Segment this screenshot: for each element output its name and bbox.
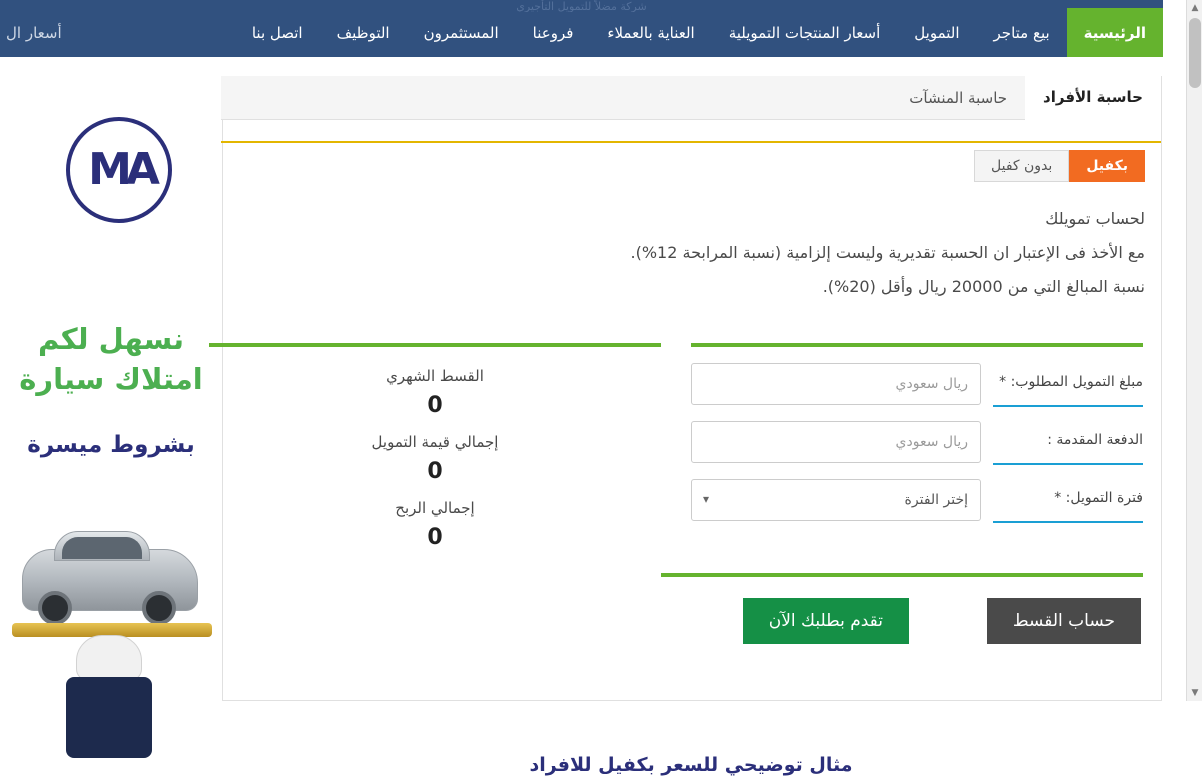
- calculator-tabs: [221, 76, 1161, 120]
- scroll-down-arrow-icon[interactable]: ▼: [1187, 685, 1202, 701]
- financing-form: [691, 363, 1143, 537]
- label-total-financing: إجمالي قيمة التمويل: [371, 433, 499, 451]
- slogan-line-1: نسهل لكم: [37, 322, 185, 356]
- tab-companies[interactable]: حاسبة المنشآت: [909, 88, 1008, 107]
- select-financing-period[interactable]: [691, 479, 981, 521]
- value-monthly-installment: 0: [427, 393, 443, 418]
- results-top-divider: [209, 343, 661, 347]
- nav-item-branches[interactable]: فروعنا: [532, 23, 574, 42]
- label-financing-amount: مبلغ التمويل المطلوب: *: [993, 363, 1143, 407]
- nav-item-customer-care[interactable]: العناية بالعملاء: [607, 23, 695, 42]
- scrollbar-thumb[interactable]: [1189, 18, 1201, 88]
- car-illustration: [6, 527, 216, 758]
- calculator-card: [222, 76, 1162, 776]
- nav-item-home[interactable]: الرئيسية: [1067, 8, 1163, 57]
- form-row-downpayment: [691, 421, 1143, 465]
- nav-item-trailing[interactable]: أسعار ال: [6, 23, 62, 42]
- slogan-line-3: بشروط ميسرة: [27, 432, 195, 458]
- toggle-with-guarantor[interactable]: بكفيل: [1069, 150, 1145, 182]
- nav-item-product-prices[interactable]: أسعار المنتجات التمويلية: [728, 23, 881, 42]
- calculate-installment-button[interactable]: حساب القسط: [987, 598, 1141, 644]
- nav-ghost-text: شركة مضلاً للتمويل التأجيري: [516, 0, 647, 12]
- page-scrollbar[interactable]: [1186, 0, 1202, 701]
- form-bottom-divider: [661, 573, 1143, 577]
- results-panel: [209, 363, 661, 561]
- footnote-text: مثال توضيحي للسعر بكفيل للافراد: [529, 754, 853, 776]
- brand-sidebar: [0, 57, 222, 701]
- form-top-divider: [691, 343, 1143, 347]
- nav-item-contact[interactable]: اتصل بنا: [251, 23, 303, 42]
- nav-item-investors[interactable]: المستثمرون: [423, 23, 499, 42]
- control-financing-period: [691, 479, 993, 521]
- input-downpayment[interactable]: [691, 421, 981, 463]
- input-financing-amount[interactable]: [691, 363, 981, 405]
- top-navigation: [0, 0, 1163, 57]
- logo-monogram: MA: [88, 144, 154, 195]
- label-total-profit: إجمالي الربح: [395, 499, 475, 517]
- gold-divider: [221, 141, 1161, 143]
- tab-individuals[interactable]: حاسبة الأفراد: [1025, 76, 1161, 120]
- label-monthly-installment: القسط الشهري: [386, 367, 484, 385]
- control-downpayment: [691, 421, 993, 463]
- control-financing-amount: [691, 363, 993, 405]
- nav-item-list: [0, 8, 1163, 57]
- guarantor-toggle-group: [974, 150, 1145, 182]
- nav-item-finance[interactable]: التمويل: [914, 23, 960, 42]
- form-row-amount: [691, 363, 1143, 407]
- scroll-up-arrow-icon[interactable]: ▲: [1187, 0, 1202, 16]
- slogan-line-2: امتلاك سيارة: [19, 362, 203, 396]
- value-total-profit: 0: [427, 525, 443, 550]
- company-logo: [66, 117, 172, 223]
- intro-text: [245, 202, 1145, 304]
- value-total-financing: 0: [427, 459, 443, 484]
- form-row-period: [691, 479, 1143, 523]
- gloved-hand: [76, 635, 142, 681]
- car-wheel-front: [38, 591, 72, 625]
- toggle-without-guarantor[interactable]: بدون كفيل: [974, 150, 1069, 182]
- slogan-primary: [0, 319, 222, 399]
- car-wheel-rear: [142, 591, 176, 625]
- label-financing-period: فترة التمويل: *: [993, 479, 1143, 523]
- apply-now-button[interactable]: تقدم بطلبك الآن: [743, 598, 909, 644]
- label-downpayment: الدفعة المقدمة :: [993, 421, 1143, 465]
- intro-line-1: لحساب تمويلك: [1045, 209, 1145, 228]
- suit-sleeve: [66, 677, 152, 758]
- nav-item-careers[interactable]: التوظيف: [336, 23, 390, 42]
- nav-item-stores[interactable]: بيع متاجر: [993, 23, 1050, 42]
- intro-line-2: مع الأخذ فى الإعتبار ان الحسبة تقديرية وليست إلزامية (نسبة المرابحة 12%).: [630, 243, 1145, 262]
- car-window: [62, 537, 142, 559]
- intro-line-3: نسبة المبالغ التي من 20000 ريال وأقل (20%).: [822, 277, 1145, 296]
- chevron-down-icon: ▾: [703, 492, 710, 506]
